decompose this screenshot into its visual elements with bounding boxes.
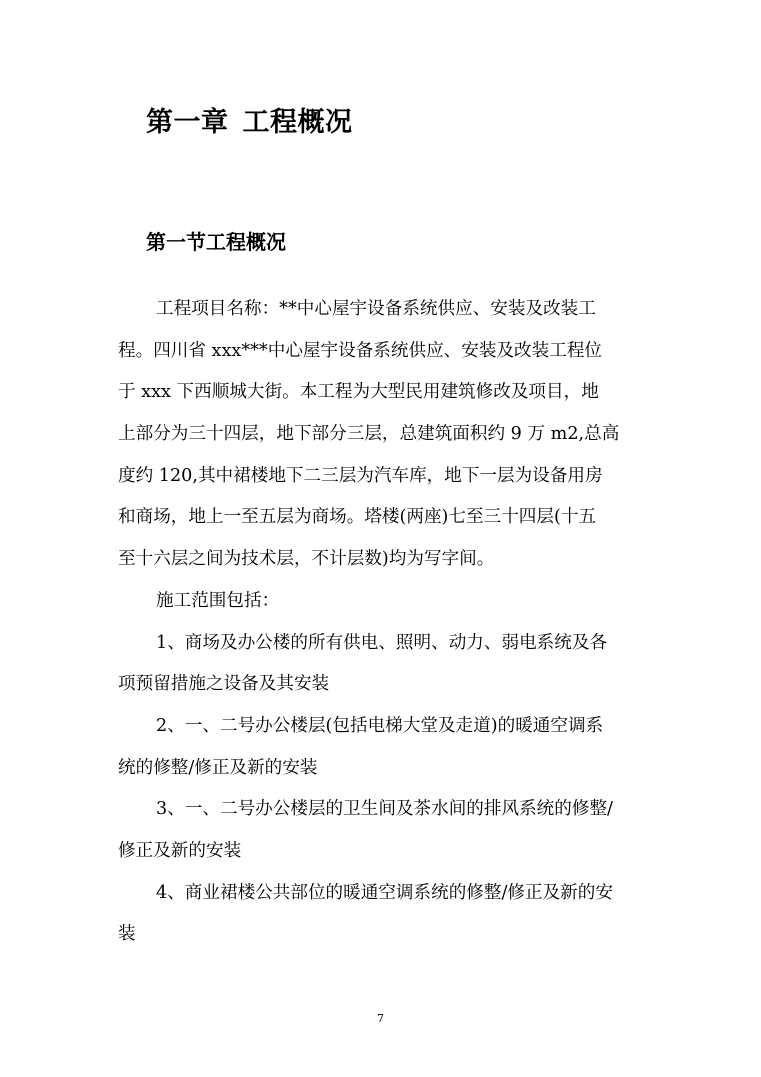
body-line: 统的修整/修正及新的安装 <box>118 757 318 778</box>
body-line: 程。四川省 xxx***中心屋宇设备系统供应、安装及改装工程位 <box>118 340 603 361</box>
body-line: 2、一、二号办公楼层(包括电梯大堂及走道)的暖通空调系 <box>156 715 604 736</box>
body-text <box>118 289 642 956</box>
body-line: 至十六层之间为技术层，不计层数)均为写字间。 <box>118 549 495 570</box>
body-line: 修正及新的安装 <box>118 840 242 861</box>
body-line: 和商场，地上一至五层为商场。塔楼(两座)七至三十四层(十五 <box>118 507 597 528</box>
page-number: 7 <box>377 1012 384 1025</box>
body-line: 于 xxx 下西顺城大街。本工程为大型民用建筑修改及项目，地 <box>118 382 599 403</box>
body-line: 4、商业裙楼公共部位的暖通空调系统的修整/修正及新的安 <box>156 882 613 903</box>
chapter-title <box>146 100 353 139</box>
body-line: 工程项目名称：**中心屋宇设备系统供应、安装及改装工 <box>156 299 596 319</box>
body-line: 1、商场及办公楼的所有供电、照明、动力、弱电系统及各 <box>156 632 608 653</box>
body-line: 度约 120,其中裙楼地下二三层为汽车库，地下一层为设备用房 <box>118 465 603 486</box>
chapter-label: 第一章 <box>146 107 229 138</box>
body-line: 施工范围包括： <box>156 590 280 611</box>
body-line: 项预留措施之设备及其安装 <box>118 674 330 695</box>
section-title: 第一节工程概况 <box>146 230 286 254</box>
chapter-name: 工程概况 <box>242 107 353 138</box>
body-line: 上部分为三十四层，地下部分三层，总建筑面积约 9 万 m2,总高 <box>118 424 620 445</box>
body-line: 3、一、二号办公楼层的卫生间及茶水间的排风系统的修整/ <box>156 799 613 820</box>
body-line: 装 <box>118 924 136 945</box>
